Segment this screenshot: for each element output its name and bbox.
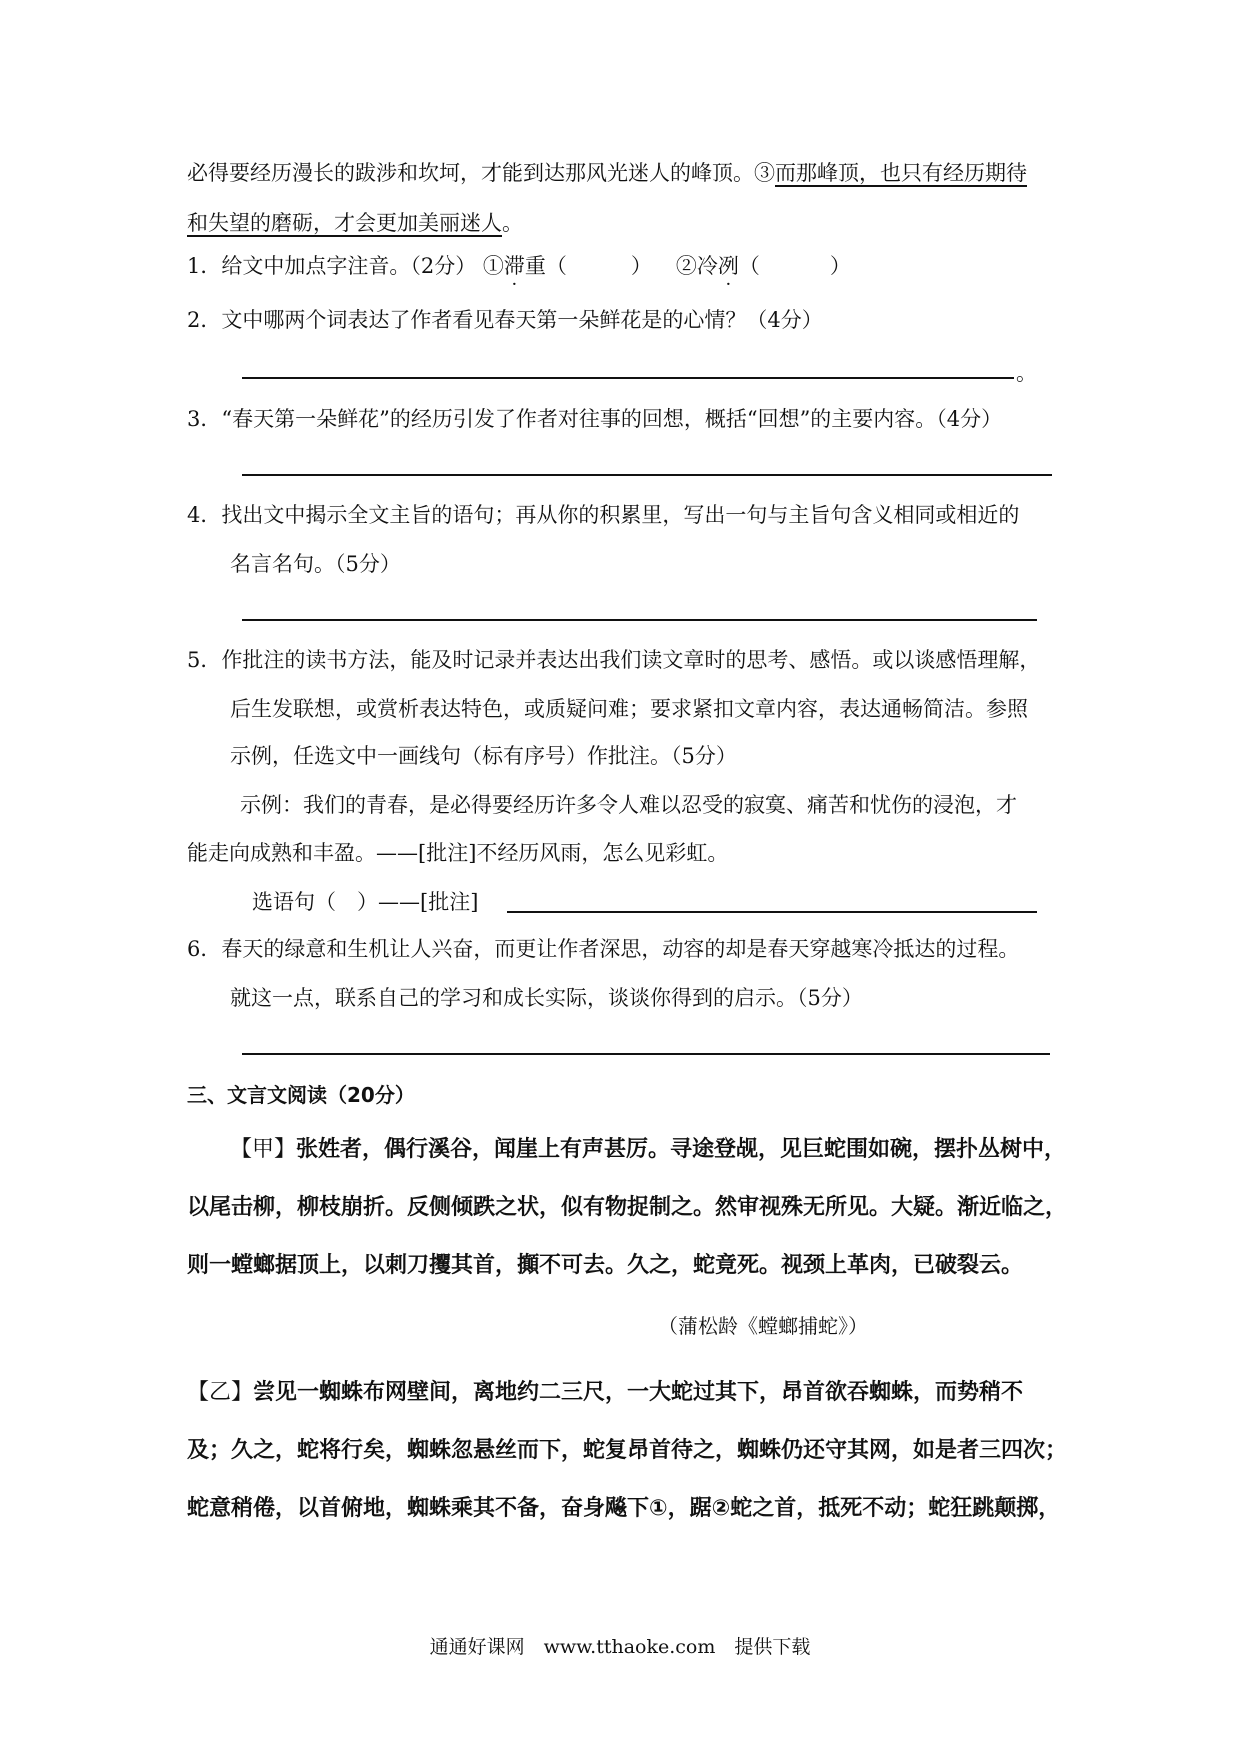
question-3: 3．“春天第一朵鲜花”的经历引发了作者对往事的回想，概括“回想”的主要内容。（4分） [187,407,1003,431]
passage-yi-line-3: 蛇意稍倦，以首俯地，蜘蛛乘其不备，奋身飚下①，踞②蛇之首，抵死不动；蛇狂跳颠掷， [187,1496,1061,1521]
passage-jia-line-3: 则一螳螂据顶上，以刺刀攫其首，攧不可去。久之，蛇竟死。视颈上革肉，已破裂云。 [187,1253,1024,1278]
q1-item1-num: ① [482,254,504,278]
q3-answer-line[interactable] [242,474,1052,476]
passage-jia-line-2: 以尾击柳，柳枝崩折。反侧倾跌之状，似有物捉制之。然审视殊无所见。大疑。渐近临之， [187,1195,1068,1220]
q5-annotation-line[interactable] [507,911,1037,913]
underlined-sentence-cont: 和失望的磨砺，才会更加美丽迷人 [187,211,502,235]
passage-end: 。 [502,211,523,235]
q1-dotted-char-2: 冽 [717,254,739,278]
q6-answer-line[interactable] [242,1053,1050,1055]
sentence-marker: ③ [754,161,775,185]
question-1 [187,251,851,281]
question-5-line-1: 5．作批注的读书方法，能及时记录并表达出我们读文章时的思考、感悟。或以谈感悟理解， [187,648,1041,672]
question-6-line-2: 就这一点，联系自己的学习和成长实际，谈谈你得到的启示。（5分） [230,986,863,1010]
q1-dotted-char-1: 滞 [503,254,525,278]
q1-item2-num: ②冷 [675,254,718,278]
q1-item2-close: ） [829,254,851,278]
passage-yi-line-2: 及；久之，蛇将行矣，蜘蛛忽悬丝而下，蛇复昂首待之，蜘蛛仍还守其网，如是者三四次； [187,1438,1068,1463]
question-5-line-3: 示例，任选文中一画线句（标有序号）作批注。（5分） [230,744,737,768]
q1-item2-open: （ [738,254,760,278]
q5-example-line-1: 示例：我们的青春，是必得要经历许多令人难以忍受的寂寞、痛苦和忧伤的浸泡，才 [240,793,1017,817]
passage-yi-line-1 [187,1378,1023,1408]
question-1-prefix: 1．给文中加点字注音。（2分） [187,254,477,278]
passage-line-2 [187,208,523,238]
q2-answer-line[interactable] [242,377,1014,379]
passage-yi-label: 【乙】 [187,1380,254,1405]
q2-end-mark: 。 [1016,361,1037,385]
passage-jia-line-1 [230,1135,1066,1165]
underlined-sentence: 而那峰顶，也只有经历期待 [775,161,1027,185]
q4-answer-line[interactable] [242,619,1037,621]
passage-yi-text-1: 尝见一蜘蛛布网壁间，离地约二三尺，一大蛇过其下，昂首欲吞蜘蛛，而势稍不 [253,1380,1024,1405]
passage-jia-source: （蒲松龄《螳螂捕蛇》） [658,1314,868,1338]
passage-line-1 [187,158,1027,188]
q1-item1-close: ） [630,254,652,278]
passage-jia-label: 【甲】 [230,1137,297,1162]
q5-example-line-2: 能走向成熟和丰盈。——[批注]不经历风雨，怎么见彩虹。 [187,841,729,865]
question-6-line-1: 6．春天的绿意和生机让人兴奋，而更让作者深思，动容的却是春天穿越寒冷抵达的过程。 [187,937,1020,961]
section-3-heading: 三、文言文阅读（20分） [187,1083,415,1107]
passage-jia-text-1: 张姓者，偶行溪谷，闻崖上有声甚厉。寻途登觇，见巨蛇围如碗，摆扑丛树中， [296,1137,1067,1162]
question-2: 2．文中哪两个词表达了作者看见春天第一朵鲜花是的心情？（4分） [187,308,823,332]
question-4-line-2: 名言名句。（5分） [230,552,401,576]
q5-select-sentence: 选语句（ ）——[批注] [252,890,479,914]
question-5-line-2: 后生发联想，或赏析表达特色，或质疑问难；要求紧扣文章内容，表达通畅简洁。参照 [230,697,1028,721]
q1-item1-rest: 重（ [524,254,567,278]
question-4-line-1: 4．找出文中揭示全文主旨的语句；再从你的积累里，写出一句与主旨句含义相同或相近的 [187,503,1020,527]
passage-text: 必得要经历漫长的跋涉和坎坷，才能到达那风光迷人的峰顶。 [187,161,754,185]
page-footer: 通通好课网 www.tthaoke.com 提供下载 [429,1636,811,1658]
